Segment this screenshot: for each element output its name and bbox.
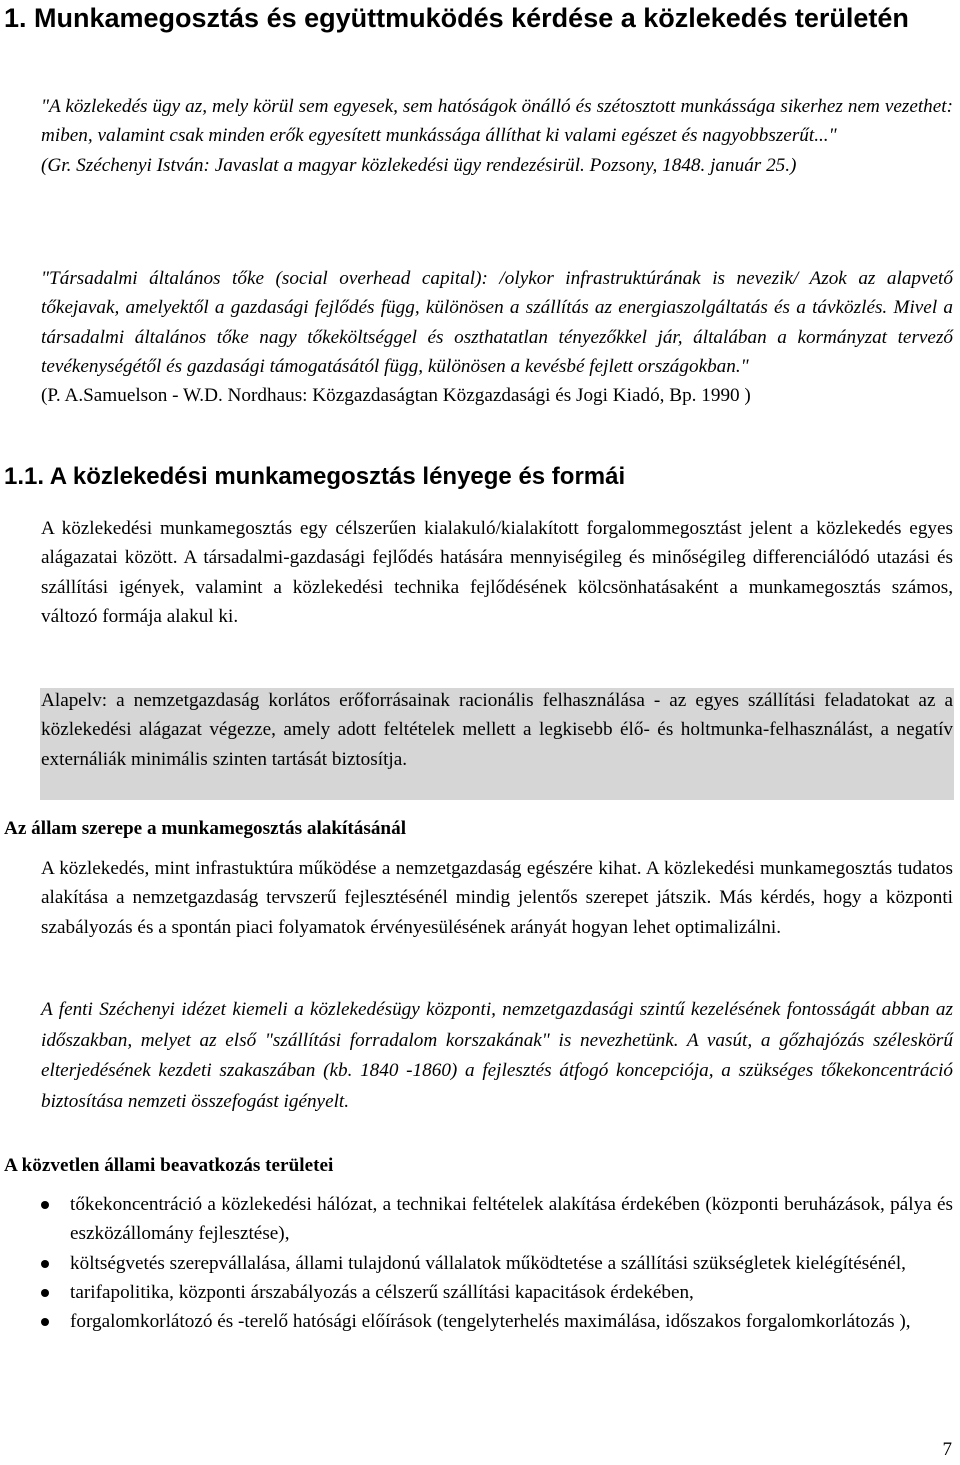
list-item: költségvetés szerepvállalása, állami tulajdonú vállalatok működtetése a szállítási szükségletek kielégítésénél,: [0, 1249, 953, 1278]
chapter-heading: 1. Munkamegosztás és együttmuködés kérdése a közlekedés területén: [4, 3, 909, 33]
szechenyi-quote: [41, 92, 953, 180]
paragraph-szechenyi-comment: A fenti Széchenyi idézet kiemeli a közlekedésügy központi, nemzetgazdasági szintű kezelésének fontosságát abban az időszakban, melyet az első "szállítási forradalom korszakának" is nevezhetünk. A vasút, a gőzhajózás széleskörű elterjedésének kezdeti szakaszában (kb. 1840 -1860) a fejlesztés átfogó koncepciója, a szükséges tőkekoncentráció biztosítása nemzeti összefogást igényelt.: [41, 999, 953, 1112]
page-number: 7: [942, 1439, 952, 1460]
szechenyi-quote-citation: (Gr. Széchenyi István: Javaslat a magyar közlekedési ügy rendezésirül. Pozsony, 1848. január 25.): [41, 154, 797, 176]
bullet-icon: [41, 1201, 49, 1209]
list-item: forgalomkorlátozó és -terelő hatósági előírások (tengelyterhelés maximálása, időszakos forgalomkorlátozás ),: [0, 1307, 953, 1336]
subheading-state-intervention: A közvetlen állami beavatkozás területei: [4, 1155, 334, 1176]
samuelson-quote-text: [41, 264, 953, 381]
bullet-icon: [41, 1289, 49, 1297]
samuelson-quote-rest: Mivel a társadalmi általános tőke nagy tőkeköltséggel és oszthatatlan tényezőkkel jár, általában a kormányzat tervező tevékenységétől és gazdasági támogatásától függ, különösen a kevésbé fejlett országokban.": [41, 297, 953, 377]
bullet-icon: [41, 1318, 49, 1326]
paragraph-division-of-labour: A közlekedési munkamegosztás egy célszerűen kialakuló/kialakított forgalommegosztást jelent a közlekedés egyes alágazatai között. A társadalmi-gazdasági fejlődés hatására mennyiségileg és minőségileg differenciálódó utazási és szállítási igények, valamint a közlekedési technika fejlődésének kölcsönhatásaként a munkamegosztás számos, változó formája alakul ki.: [41, 518, 953, 627]
list-item: tőkekoncentráció a közlekedési hálózat, a technikai feltételek alakítása érdekében (központi beruházások, pálya és eszközállomány fejlesztése),: [0, 1190, 953, 1249]
subheading-state-role: Az állam szerepe a munkamegosztás alakításánál: [4, 818, 407, 839]
list-item: tarifapolitika, központi árszabályozás a célszerű szállítási kapacitások érdekében,: [0, 1278, 953, 1307]
paragraph-state-role: A közlekedés, mint infrastuktúra működése a nemzetgazdaság egészére kihat. A közlekedési munkamegosztás tudatos alakítása a nemzetgazdaság tervszerű fejlesztésénél mindig jelentős szerepet játszik. Más kérdés, hogy a központi szabályozás és a spontán piaci folyamatok érvényesülésének arányát hogyan lehet optimalizálni.: [41, 858, 953, 938]
principle-text: Alapelv: a nemzetgazdaság korlátos erőforrásainak racionális felhasználása - az egyes szállítási feladatokat az a közlekedési alágazat végezze, amely adott feltételek mellett a legkisebb élő- és holtmunka-felhasználást, a negatív externáliák minimális szinten tartását biztosítja.: [41, 690, 953, 770]
szechenyi-quote-text: "A közlekedés ügy az, mely körül sem egyesek, sem hatóságok önálló és szétosztott munkássága sikerhez nem vezethet: miben, valamint csak minden erők egyesített munkássága állíthat ki valami egészet és nagyobbszerűt...": [41, 96, 953, 147]
section-heading: 1.1. A közlekedési munkamegosztás lényege és formái: [4, 463, 626, 490]
samuelson-quote-citation: (P. A.Samuelson - W.D. Nordhaus: Közgazdaságtan Közgazdasági és Jogi Kiadó, Bp. 1990 ): [41, 385, 751, 407]
samuelson-quote-italic: "Társadalmi általános tőke (social overhead capital): /olykor infrastruktúrának is nevezik/ Azok az alapvető tőkejavak, amelyektől a gazdasági fejlődés függ, különösen a szállítás az energiaszolgáltatás és a távközlés.: [41, 268, 953, 319]
samuelson-quote: [41, 264, 953, 410]
bullet-icon: [41, 1260, 49, 1268]
intervention-list: [0, 1190, 953, 1336]
